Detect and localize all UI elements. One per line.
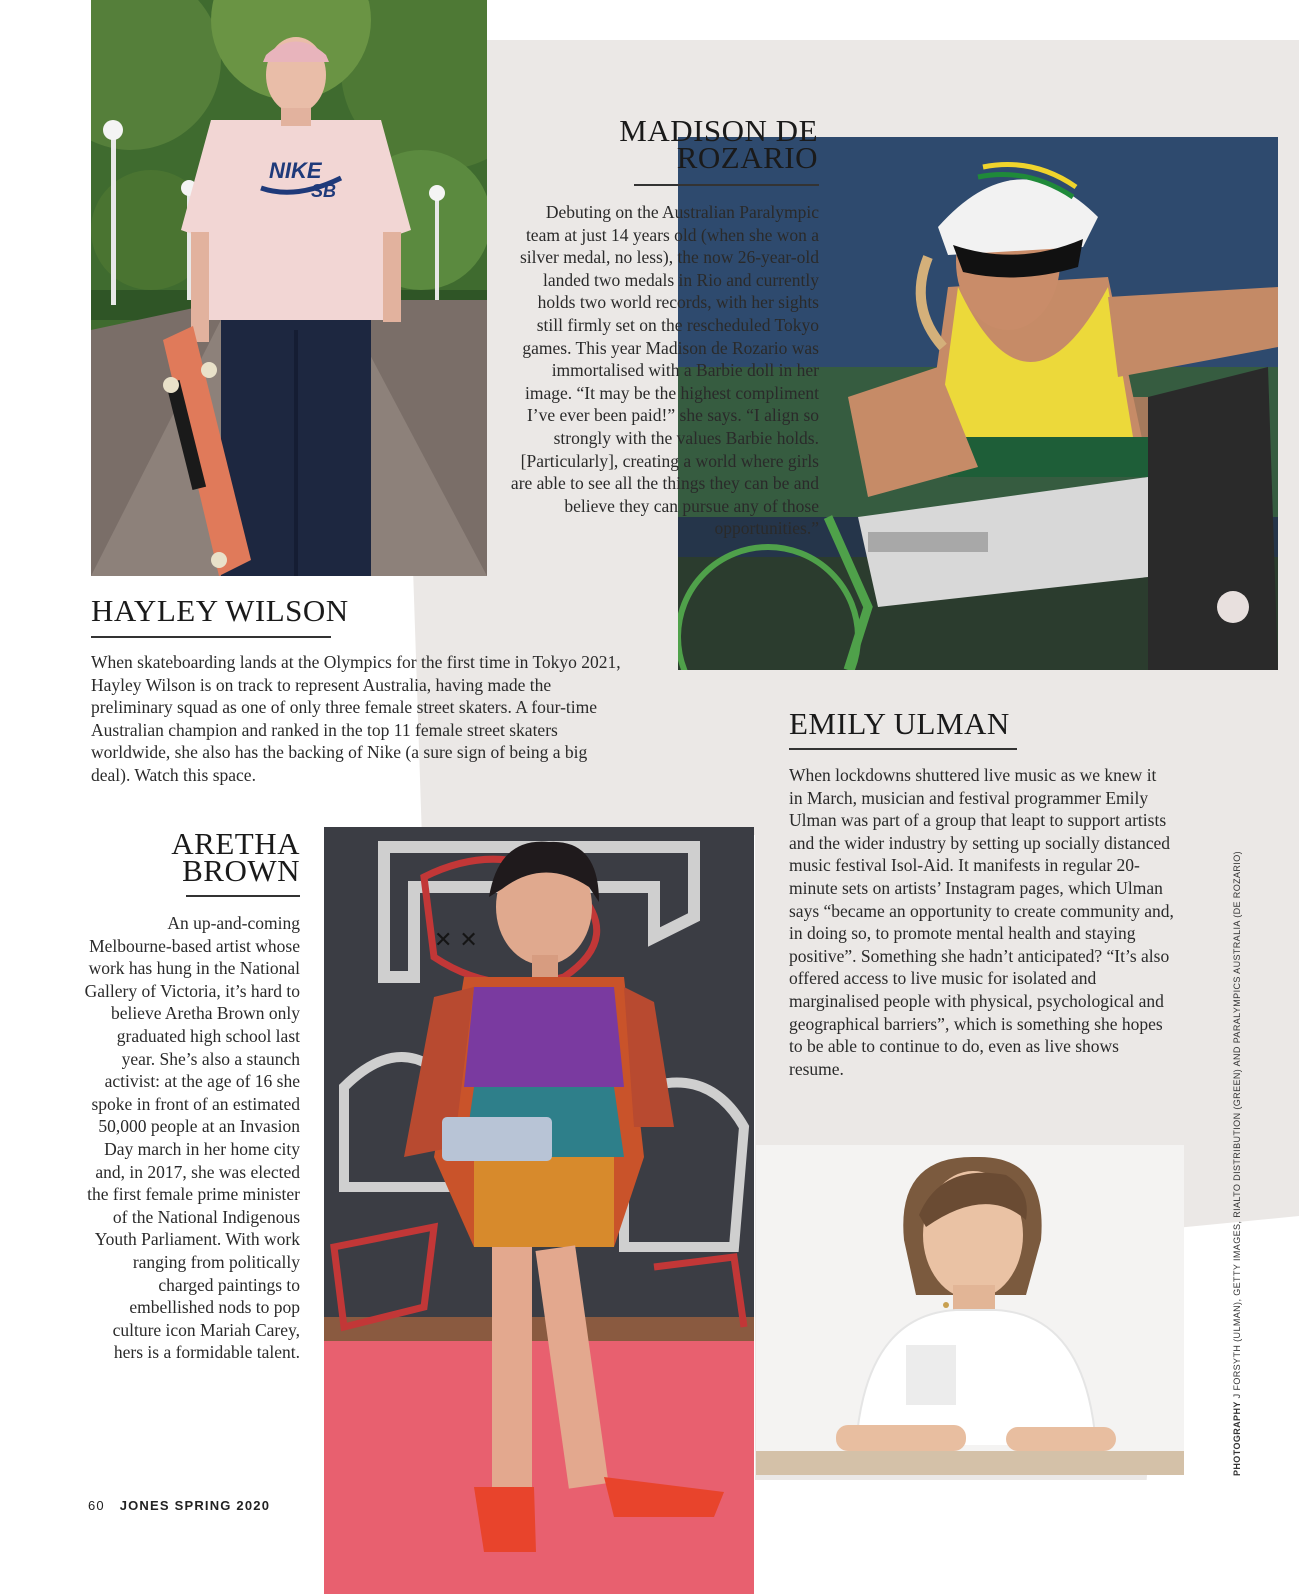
madison-heading-line2: ROZARIO: [676, 140, 818, 175]
emily-ulman-photo: [756, 1145, 1184, 1475]
emily-heading-rule: [789, 748, 1017, 750]
madison-body: Debuting on the Australian Paralympic team at just 14 years old (when she won a silver medal, no less), the now 26-year-old landed two medals in Rio and currently holds two world records, with her sights still firmly set on the rescheduled Tokyo games. This year Madison de Rozario was immortalised with a Barbie doll in her image. “It may be the highest compliment I’ve ever been paid!” she says. “I align so strongly with the values Barbie holds. [Particularly], creating a world where girls are able to see all the things they can be and believe they can pursue any of those opportunities.”: [510, 202, 819, 539]
page-number: 60: [88, 1498, 105, 1513]
photo-credit-text: J FORSYTH (ULMAN), GETTY IMAGES, RIALTO DISTRIBUTION (GREEN) AND PARALYMPICS AUSTRALIA (DE ROZARIO): [1232, 851, 1242, 1399]
aretha-body: An up-and-coming Melbourne-based artist whose work has hung in the National Gallery of Victoria, it’s hard to believe Aretha Brown only graduated high school last year. She’s also a staunch activist: at the age of 16 she spoke in front of an estimated 50,000 people at an Invasion Day march in her home city and, in 2017, she was elected the first female prime minister of the National Indigenous Youth Parliament. With work ranging from politically charged paintings to embellished nods to pop culture icon Mariah Carey, hers is a formidable talent.: [84, 913, 300, 1363]
page-footer: [88, 1498, 270, 1513]
photo-credit-label: PHOTOGRAPHY: [1232, 1401, 1242, 1476]
madison-heading-line1: MADISON DE: [619, 113, 818, 148]
shirt-logo-text: NIKE: [269, 158, 322, 183]
hayley-body: When skateboarding lands at the Olympics for the first time in Tokyo 2021, Hayley Wilson is on track to represent Australia, having made the preliminary squad as one of only three female street skaters. A four-time Australian champion and ranked in the top 11 female street skaters worldwide, she also has the backing of Nike (a sure sign of being a big deal). Watch this space.: [91, 652, 621, 785]
photo-credit: [1232, 851, 1242, 1476]
hayley-heading: HAYLEY WILSON: [91, 593, 349, 628]
hayley-wilson-photo: [91, 0, 487, 576]
shirt-logo-subtext: SB: [311, 181, 337, 201]
hayley-heading-rule: [91, 636, 331, 638]
aretha-heading: [110, 826, 300, 888]
madison-heading: [560, 113, 818, 175]
aretha-brown-photo: [324, 827, 754, 1594]
emily-body: When lockdowns shuttered live music as we knew it in March, musician and festival programmer Emily Ulman was part of a group that leapt to support artists and the wider industry by setting up socially distanced music festival Isol-Aid. It manifests in regular 20-minute sets on artists’ Instagram pages, which Ulman says “became an opportunity to create community and, in doing so, to promote mental health and staying positive”. Something she hadn’t anticipated? “It’s also offered access to live music for isolated and marginalised people with physical, psychological and geographical barriers”, which is something she hopes to be able to continue to do, even as live shows resume.: [789, 765, 1174, 1079]
emily-heading: EMILY ULMAN: [789, 706, 1010, 741]
aretha-heading-rule: [186, 895, 300, 897]
aretha-heading-line2: BROWN: [182, 853, 300, 888]
madison-heading-rule: [634, 184, 819, 186]
svg-text:✕ ✕: ✕ ✕: [434, 928, 478, 953]
aretha-heading-line1: ARETHA: [171, 826, 300, 861]
magazine-issue: JONES SPRING 2020: [119, 1498, 271, 1513]
